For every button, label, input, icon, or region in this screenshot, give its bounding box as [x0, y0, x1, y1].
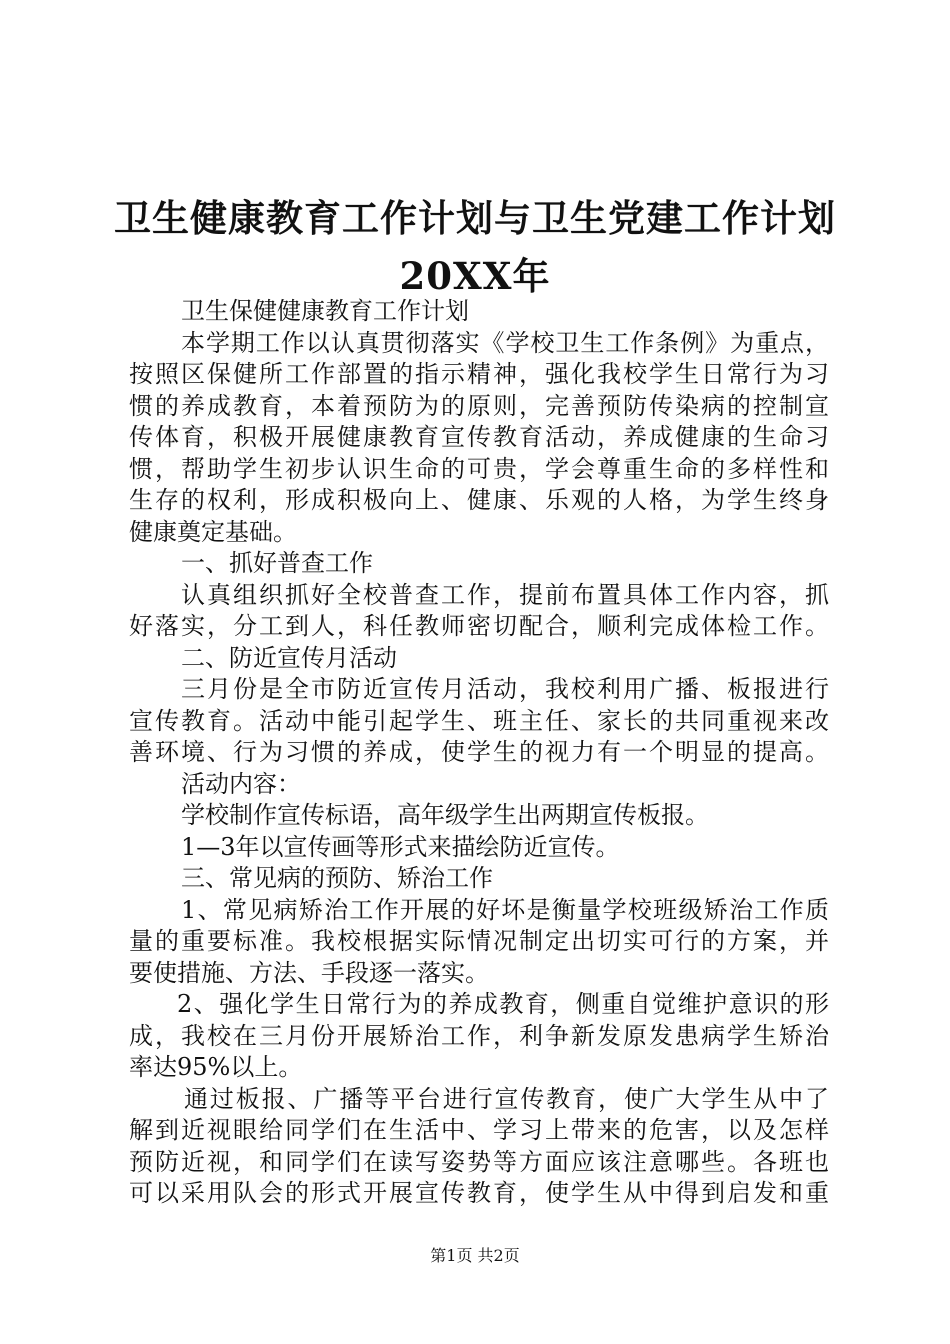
paragraph-line: 活动内容： — [181, 769, 301, 798]
section-heading: 二、防近宣传月活动 — [181, 643, 397, 672]
paragraph-line: 按照区保健所工作部置的指示精神，强化我校学生日常行为习 — [129, 360, 829, 388]
paragraph-line: 1、常见病矫治工作开展的好坏是衡量学校班级矫治工作质 — [181, 895, 829, 924]
paragraph-line: 好落实，分工到人，科任教师密切配合，顺利完成体检工作。 — [129, 612, 829, 640]
paragraph-line: 可以采用队会的形式开展宣传教育，使学生从中得到启发和重 — [129, 1179, 829, 1207]
paragraph-line: 1—3年以宣传画等形式来描绘防近宣传。 — [181, 832, 620, 861]
section-heading: 卫生保健健康教育工作计划 — [181, 297, 469, 325]
paragraph-line: 生存的权利，形成积极向上、健康、乐观的人格，为学生终身 — [129, 486, 829, 514]
paragraph-line: 认真组织抓好全校普查工作，提前布置具体工作内容，抓 — [181, 580, 829, 609]
paragraph-line: 成，我校在三月份开展矫治工作，利争新发原发患病学生矫治 — [129, 1021, 829, 1050]
paragraph-line: 宣传教育。活动中能引起学生、班主任、家长的共同重视来改 — [129, 706, 829, 735]
page-number-footer: 第1页 共2页 — [430, 1246, 520, 1265]
paragraph-line: 本学期工作以认真贯彻落实《学校卫生工作条例》为重点， — [181, 328, 829, 357]
document-title-line-2: 20XX年 — [399, 254, 551, 298]
document-body — [129, 296, 829, 1210]
paragraph-line: 要使措施、方法、手段逐一落实。 — [129, 958, 489, 987]
paragraph-line: 传体育，积极开展健康教育宣传教育活动，养成健康的生命习 — [129, 423, 829, 451]
paragraph-line: 通过板报、广播等平台进行宣传教育，使广大学生从中了 — [184, 1084, 829, 1113]
paragraph-line: 量的重要标准。我校根据实际情况制定出切实可行的方案，并 — [129, 927, 829, 955]
section-heading: 三、常见病的预防、矫治工作 — [181, 864, 493, 892]
paragraph-line: 健康奠定基础。 — [129, 517, 297, 546]
section-heading: 一、抓好普查工作 — [181, 549, 373, 577]
paragraph-line: 解到近视眼给同学们在生活中、学习上带来的危害，以及怎样 — [129, 1116, 829, 1144]
paragraph-line: 惯的养成教育，本着预防为的原则，完善预防传染病的控制宣 — [129, 391, 829, 420]
paragraph-line: 2、强化学生日常行为的养成教育，侧重自觉维护意识的形 — [177, 990, 829, 1018]
paragraph-line: 三月份是全市防近宣传月活动，我校利用广播、板报进行 — [181, 675, 829, 703]
paragraph-line: 率达95%以上。 — [129, 1053, 303, 1081]
paragraph-line: 学校制作宣传标语，高年级学生出两期宣传板报。 — [181, 801, 709, 829]
paragraph-line: 善环境、行为习惯的养成，使学生的视力有一个明显的提高。 — [129, 738, 829, 766]
paragraph-line: 预防近视，和同学们在读写姿势等方面应该注意哪些。各班也 — [129, 1147, 829, 1176]
paragraph-line: 惯，帮助学生初步认识生命的可贵，学会尊重生命的多样性和 — [129, 454, 829, 483]
document-title-line-1: 卫生健康教育工作计划与卫生党建工作计划 — [114, 196, 836, 240]
